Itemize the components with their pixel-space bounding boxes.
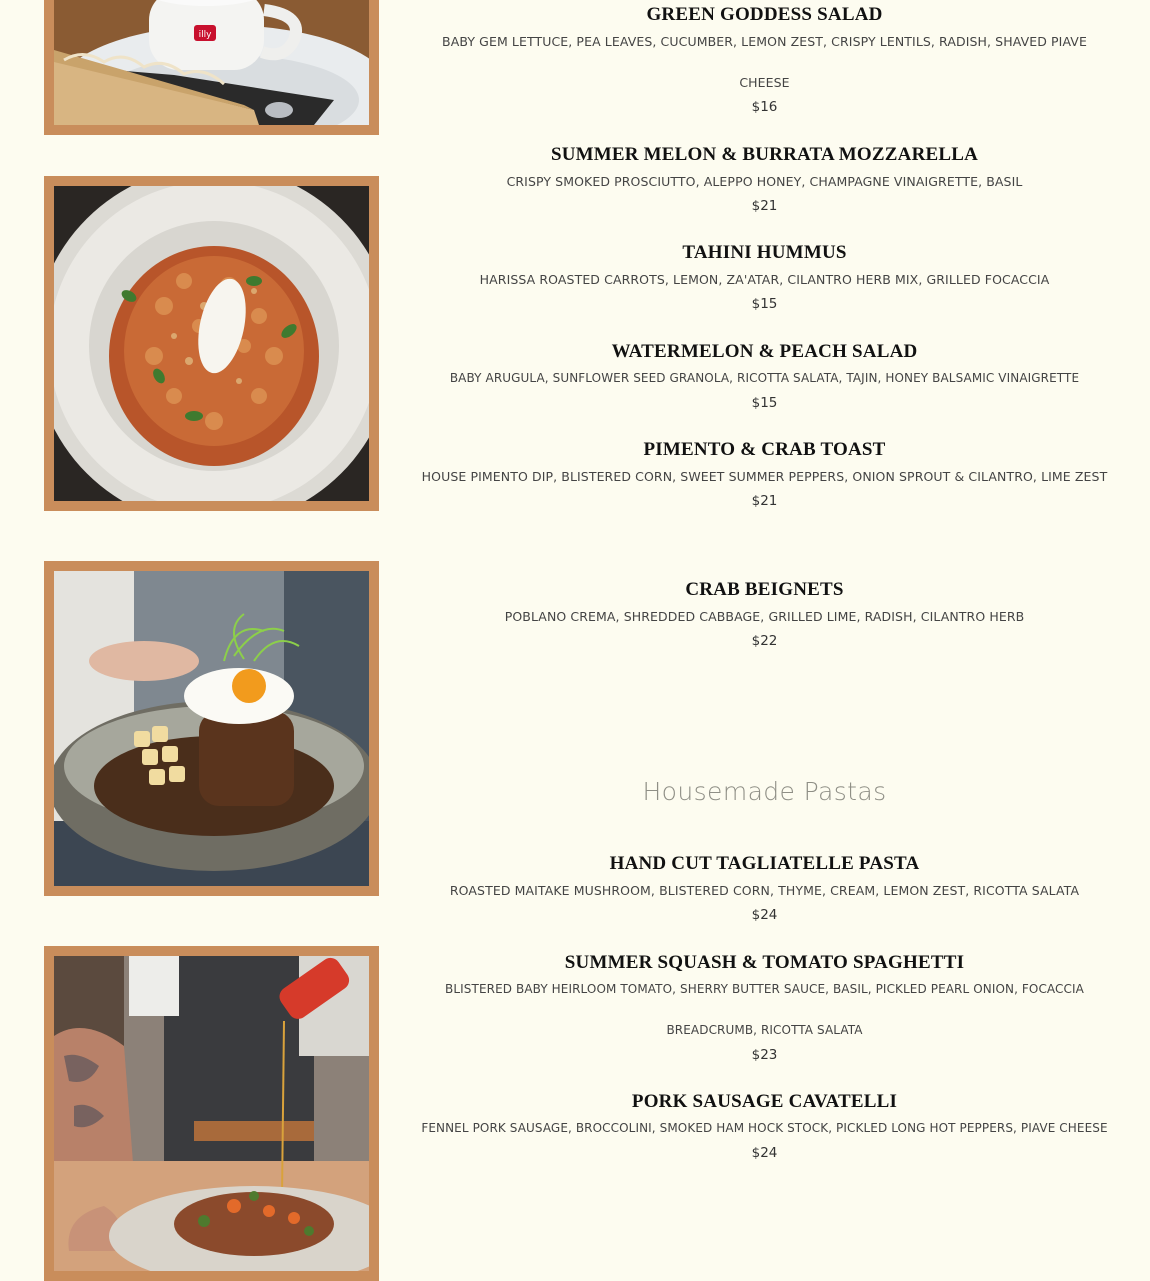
short-rib-egg-photo	[44, 561, 379, 896]
item-price: $23	[751, 1047, 778, 1063]
menu-item	[412, 577, 1117, 653]
item-name: PIMENTO & CRAB TOAST	[643, 439, 886, 460]
cavatelli-bowl-photo	[44, 176, 379, 511]
item-price: $24	[751, 907, 778, 923]
item-price: $22	[751, 633, 778, 649]
chef-plating-photo	[44, 946, 379, 1281]
item-price: $21	[751, 198, 778, 214]
item-description: BLISTERED BABY HEIRLOOM TOMATO, SHERRY BUTTER SAUCE, BASIL, PICKLED PEARL ONION, FOCACCIA BREADCRUMB, RICOTTA SALATA	[445, 982, 1084, 1037]
section-title: Housemade Pastas	[642, 777, 887, 806]
item-name: CRAB BEIGNETS	[685, 579, 844, 600]
menu-item	[412, 1089, 1117, 1165]
item-description: HOUSE PIMENTO DIP, BLISTERED CORN, SWEET SUMMER PEPPERS, ONION SPROUT & CILANTRO, LIME ZEST	[421, 469, 1108, 484]
item-description: ROASTED MAITAKE MUSHROOM, BLISTERED CORN, THYME, CREAM, LEMON ZEST, RICOTTA SALATA	[449, 883, 1080, 898]
item-name: SUMMER SQUASH & TOMATO SPAGHETTI	[564, 952, 965, 973]
item-name: TAHINI HUMMUS	[682, 242, 847, 263]
espresso-biscotti-photo	[44, 0, 379, 135]
menu-item	[412, 851, 1117, 927]
espresso-biscotti-image	[54, 0, 369, 125]
item-description: POBLANO CREMA, SHREDDED CABBAGE, GRILLED LIME, RADISH, CILANTRO HERB	[504, 609, 1025, 624]
short-rib-egg-image	[54, 571, 369, 886]
item-description: HARISSA ROASTED CARROTS, LEMON, ZA'ATAR, CILANTRO HERB MIX, GRILLED FOCACCIA	[479, 272, 1050, 287]
item-description: BABY GEM LETTUCE, PEA LEAVES, CUCUMBER, LEMON ZEST, CRISPY LENTILS, RADISH, SHAVED PIAVE CHEESE	[442, 34, 1087, 90]
item-description: CRISPY SMOKED PROSCIUTTO, ALEPPO HONEY, CHAMPAGNE VINAIGRETTE, BASIL	[506, 174, 1023, 189]
item-description: BABY ARUGULA, SUNFLOWER SEED GRANOLA, RICOTTA SALATA, TAJIN, HONEY BALSAMIC VINAIGRETTE	[449, 371, 1080, 385]
item-price: $15	[751, 395, 778, 411]
chef-plating-image	[54, 956, 369, 1271]
item-description: FENNEL PORK SAUSAGE, BROCCOLINI, SMOKED HAM HOCK STOCK, PICKLED LONG HOT PEPPERS, PIAVE CHEESE	[421, 1121, 1108, 1135]
item-price: $16	[751, 99, 778, 115]
item-name: PORK SAUSAGE CAVATELLI	[631, 1091, 898, 1112]
item-price: $21	[751, 493, 778, 509]
item-price: $15	[751, 296, 778, 312]
menu-item	[412, 950, 1117, 1067]
cavatelli-bowl-image	[54, 186, 369, 501]
item-name: GREEN GODDESS SALAD	[646, 4, 883, 25]
svg-text:illy: illy	[198, 30, 212, 40]
item-name: SUMMER MELON & BURRATA MOZZARELLA	[550, 144, 979, 165]
menu-item	[412, 2, 1117, 119]
item-price: $24	[751, 1145, 778, 1161]
item-name: WATERMELON & PEACH SALAD	[611, 341, 918, 362]
menu-item	[412, 240, 1117, 316]
menu-item	[412, 142, 1117, 218]
item-name: HAND CUT TAGLIATELLE PASTA	[609, 853, 920, 874]
menu-item	[412, 339, 1117, 415]
menu-item	[412, 437, 1117, 513]
